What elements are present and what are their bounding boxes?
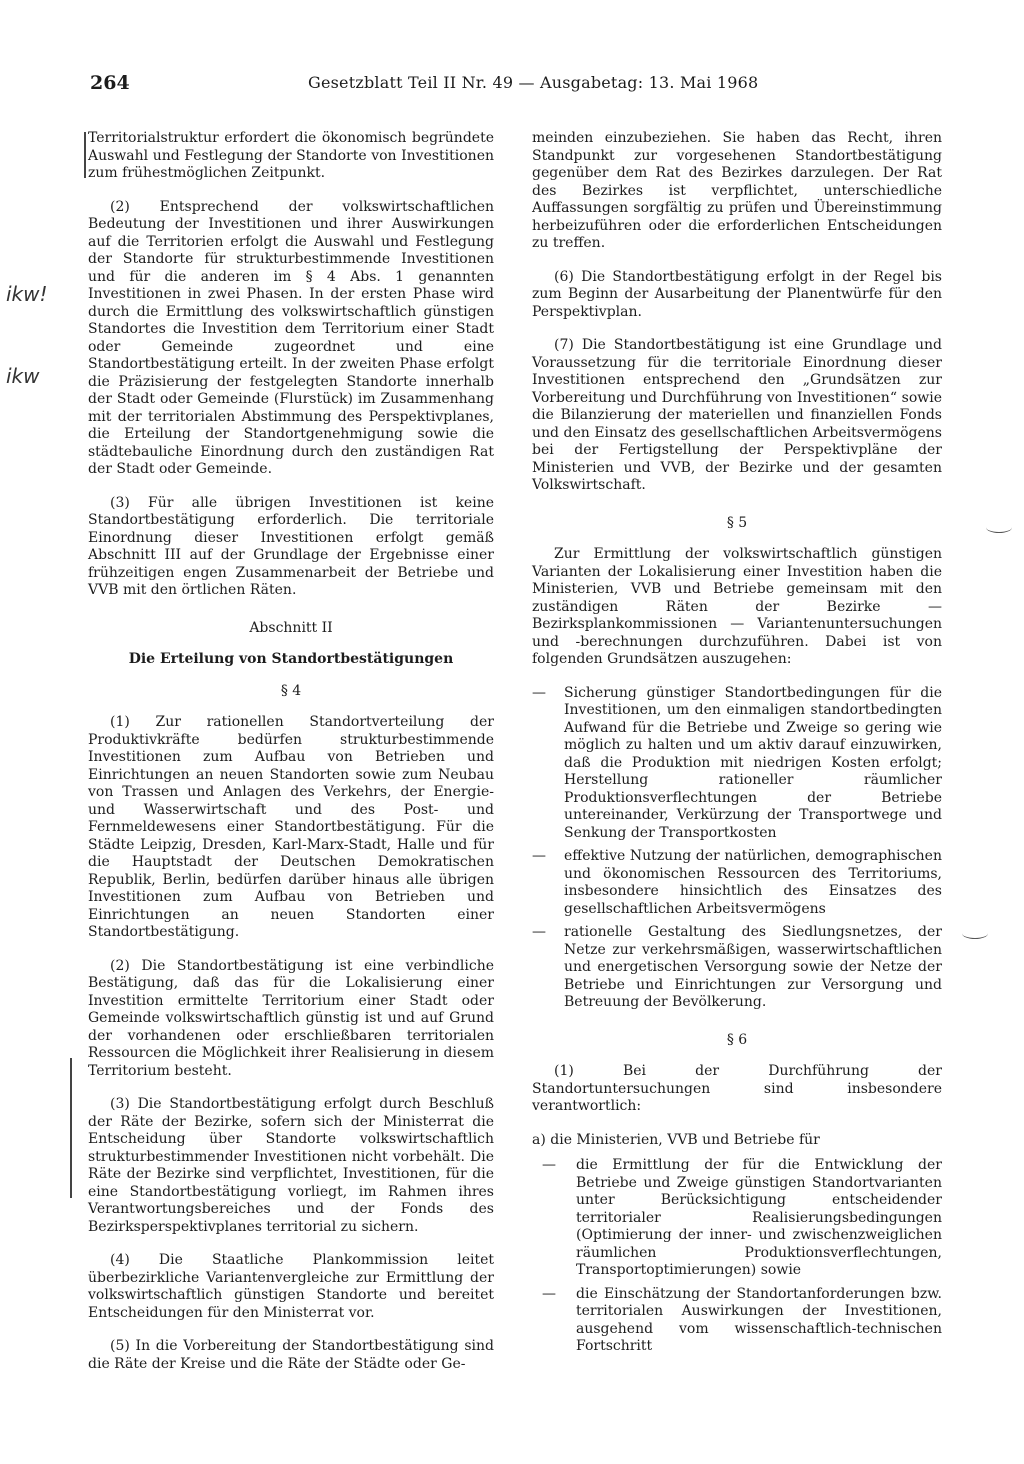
paragraph: (2) Entsprechend der volkswirtschaftlichen Bedeutung der Investitionen und ihrer Auswirkungen auf die Territorien erfolgt die Auswahl und Festlegung der Standorte für strukturbestimmende Investitionen und für die anderen im § 4 Abs. 1 genannten Investitionen in zwei Phasen. In der ersten Phase wird durch die Ermittlung des volkswirtschaftlich günstigen Standortes die Investition dem Territorium einer Stadt oder Gemeinde zugeordnet und eine Standortbestätigung erteilt. In der zweiten Phase erfolgt die Präzisierung der festgelegten Standorte innerhalb der Stadt oder Gemeinde (Flurstück) im Zusammenhang mit der territorialen Abstimmung des Perspektivplanes, die Erteilung der Standortgenehmigung sowie die städtebauliche Einordnung durch den zuständigen Rat der Stadt oder Gemeinde. <box>88 198 494 477</box>
paragraph: (5) In die Vorbereitung der Standortbestätigung sind die Räte der Kreise und die Räte der Städte oder Ge- <box>88 1338 494 1372</box>
principles-list <box>532 685 942 1012</box>
margin-mark <box>70 1058 72 1198</box>
right-column <box>532 130 942 1368</box>
paragraph: (7) Die Standortbestätigung ist eine Grundlage und Voraussetzung für die territoriale Einordnung dieser Investitionen entsprechend den „Grundsätzen zur Vorbereitung und Durchführung von Investitionen“ sowie die Bilanzierung der materiellen und finanziellen Fonds und den Einsatz des gesellschaftlichen Arbeitsvermögens bei der Fertigstellung der Perspektivpläne der Ministerien und VVB, der Bezirke und der gesamten Volkswirtschaft. <box>532 337 942 493</box>
left-column <box>88 130 494 1389</box>
paragraph: Zur Ermittlung der volkswirtschaftlich günstigen Varianten der Lokalisierung einer Investition haben die Ministerien, VVB und Betriebe gemeinsam mit den zuständigen Räten der Bezirke — Bezirksplankommissionen — Variantenuntersuchungen und -berechnungen durchzuführen. Dabei ist von folgenden Grundsätzen auszugehen: <box>532 546 942 667</box>
paragraph: (3) Für alle übrigen Investitionen ist keine Standortbestätigung erforderlich. Die territoriale Einordnung dieser Investitionen erfolgt gemäß Abschnitt III auf der Grundlage der Ergebnisse einer frühzeitigen engen Zusammenarbeit der Betriebe und VVB mit den örtlichen Räten. <box>88 494 494 598</box>
list-item: — die Einschätzung der Standortanforderungen bzw. territorialen Auswirkungen der Investitionen, ausgehend vom wissenschaftlich-technischen Fortschritt <box>532 1286 942 1356</box>
section-label: Abschnitt II <box>249 619 333 636</box>
list-item: — Sicherung günstiger Standortbedingungen für die Investitionen, um den einmaligen standortbedingten Aufwand für die Betriebe und Zweige so gering wie möglich zu halten und um aktiv darauf einzuwirken, daß die Produktion mit niedrigen Kosten erfolgt; Herstellung rationeller räumlicher Produktionsverflechtungen der Betriebe untereinander, Verkürzung der Transportwege und Senkung der Transportkosten <box>532 685 942 843</box>
paragraph: (1) Bei der Durchführung der Standortuntersuchungen sind insbesondere verantwortlich: <box>532 1063 942 1114</box>
paragraph: Territorialstruktur erfordert die ökonomisch begründete Auswahl und Festlegung der Standorte von Investitionen zum frühestmöglichen Zeitpunkt. <box>88 130 494 181</box>
list-item: — rationelle Gestaltung des Siedlungsnetzes, der Netze zur verkehrsmäßigen, wasserwirtschaftlichen und energetischen Versorgung sowie der Netze der Betriebe und Einrichtungen zur Versorgung und Betreuung der Bevölkerung. <box>532 924 942 1012</box>
margin-tick-mark <box>986 522 1012 533</box>
paragraph: (4) Die Staatliche Plankommission leitet überbezirkliche Variantenvergleiche zur Ermittlung der volkswirtschaftlich günstigen Standorte und bereitet Entscheidungen für den Ministerrat vor. <box>88 1252 494 1321</box>
margin-tick-mark <box>962 928 988 939</box>
section-title: Die Erteilung von Standortbestätigungen <box>128 651 454 667</box>
page-number: 264 <box>90 72 130 94</box>
running-title: Gesetzblatt Teil II Nr. 49 — Ausgabetag: 13. Mai 1968 <box>308 73 759 92</box>
list-item: — die Ermittlung der für die Entwicklung der Betriebe und Zweige günstigen Standortvarianten unter Berücksichtigung entscheidender territorialer Realisierungsbedingungen (Optimierung der inner- und zwischenzweiglichen räumlichen Produktionsverflechtungen, Transportoptimierungen) sowie <box>532 1157 942 1280</box>
paragraph-heading: § 4 <box>280 682 302 699</box>
subsection-label: a) die Ministerien, VVB und Betriebe für <box>532 1131 820 1148</box>
paragraph-heading: § 6 <box>726 1031 748 1048</box>
paragraph: meinden einzubeziehen. Sie haben das Recht, ihren Standpunkt zur vorgesehenen Standortbestätigung gegenüber dem Rat des Bezirkes darzulegen. Der Rat des Bezirkes ist verpflichtet, unterschiedliche Auffassungen sorgfältig zu prüfen und Übereinstimmung herbeizuführen oder die erforderlichen Entscheidungen zu treffen. <box>532 130 942 251</box>
paragraph: (1) Zur rationellen Standortverteilung der Produktivkräfte bedürfen strukturbestimmende Investitionen zum Aufbau von Betrieben und Einrichtungen an neuen Standorten sowie zum Neubau von Trassen und Anlagen des Verkehrs, der Energie- und Wasserwirtschaft und des Post- und Fernmeldewesens einer Standortbestätigung. Für die Städte Leipzig, Dresden, Karl-Marx-Stadt, Halle und für die Hauptstadt der Deutschen Demokratischen Republik, Berlin, bedürfen darüber hinaus alle übrigen Investitionen zum Aufbau von Betrieben und Einrichtungen an neuen Standorten einer Standortbestätigung. <box>88 714 494 940</box>
responsibilities-list <box>532 1157 942 1356</box>
handwritten-margin-note: ikw! <box>6 282 48 306</box>
margin-mark <box>84 132 86 178</box>
paragraph-heading: § 5 <box>726 514 748 531</box>
paragraph: (6) Die Standortbestätigung erfolgt in der Regel bis zum Beginn der Ausarbeitung der Planentwürfe für den Perspektivplan. <box>532 268 942 320</box>
handwritten-margin-note: ikw <box>6 364 40 388</box>
list-item: — effektive Nutzung der natürlichen, demographischen und ökonomischen Ressourcen des Territoriums, insbesondere hinsichtlich des Einsatzes des gesellschaftlichen Arbeitsvermögens <box>532 848 942 918</box>
paragraph: (3) Die Standortbestätigung erfolgt durch Beschluß der Räte der Bezirke, sofern sich der Ministerrat die Entscheidung über Standorte volkswirtschaftlich strukturbestimmender Investitionen nicht vorbehält. Die Räte der Bezirke sind verpflichtet, Investitionen, für die eine Standortbestätigung vorliegt, im Rahmen ihres Verantwortungsbereiches und der Fonds des Bezirksperspektivplanes territorial zu sichern. <box>88 1096 494 1235</box>
paragraph: (2) Die Standortbestätigung ist eine verbindliche Bestätigung, daß das für die Lokalisierung einer Investition ermittelte Territorium einer Stadt oder Gemeinde volkswirtschaftlich günstig ist und auf Grund der vorhandenen oder erschließbaren territorialen Ressourcen die Möglichkeit ihrer Realisierung in diesem Territorium besteht. <box>88 957 494 1079</box>
page-header <box>90 72 950 96</box>
